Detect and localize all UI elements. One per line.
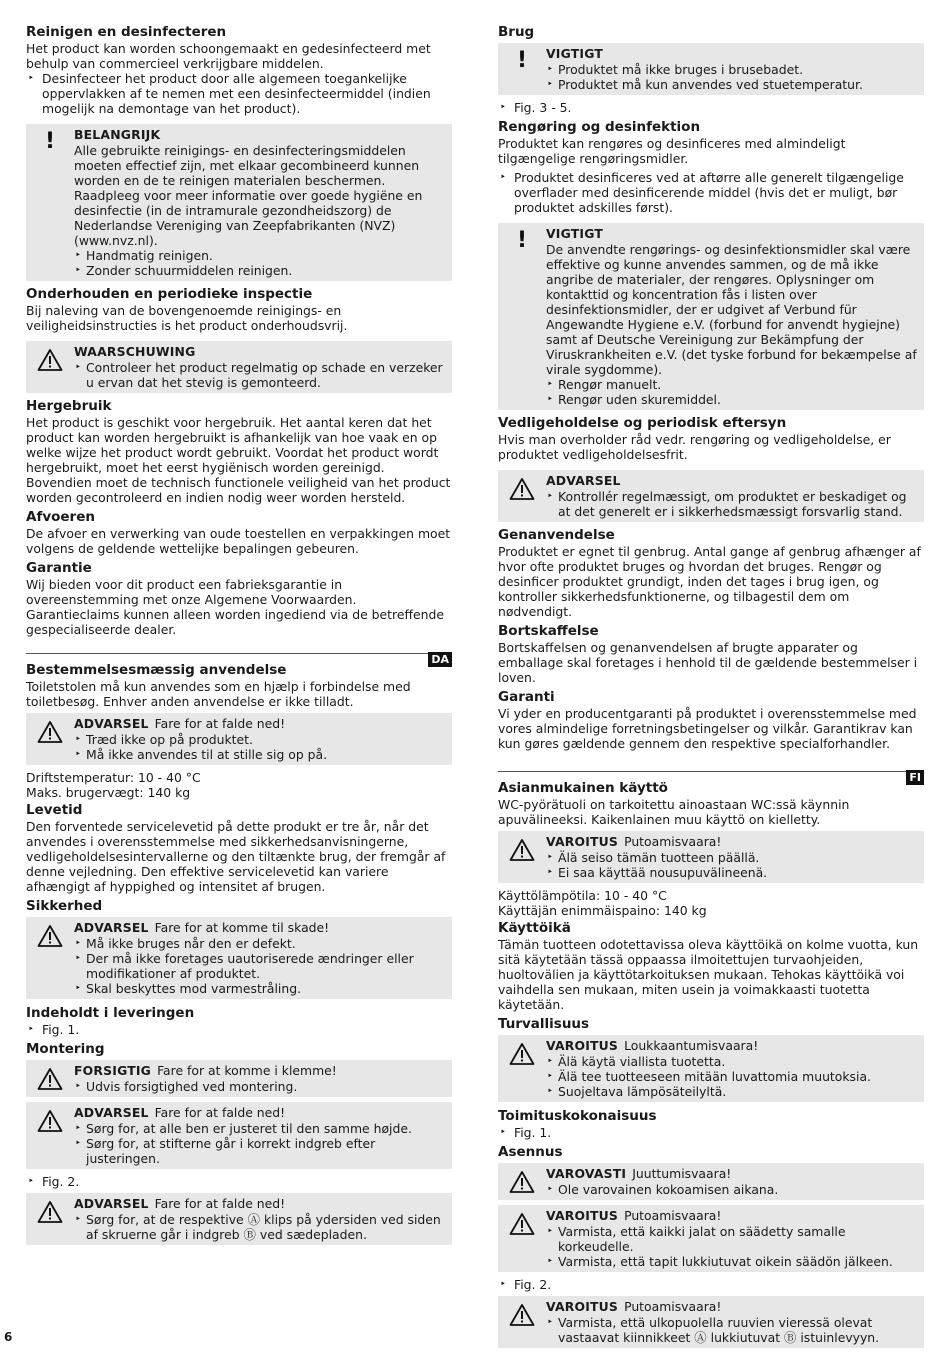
- important-box: [498, 223, 924, 410]
- bullet-item: ‣ Skal beskyttes mod varmestråling.: [74, 981, 446, 996]
- warning-box: [498, 831, 924, 883]
- spec-weight: Maks. brugervægt: 140 kg: [26, 785, 191, 800]
- box-label: ADVARSEL: [74, 920, 149, 935]
- bullet-item: ‣ Sørg for, at de respektive Ⓐ klips på ydersiden ved siden af skruerne går i indgreb Ⓑ ved sædepladen.: [74, 1212, 446, 1242]
- right-column: [498, 22, 924, 1353]
- warning-triangle-icon: [26, 1196, 74, 1242]
- bullet-item: ‣ Varmista, että kaikki jalat on säädetty samalle korkeudelle.: [546, 1224, 918, 1254]
- section-title: Garantie: [26, 560, 92, 576]
- bullet-item: ‣ Må ikke bruges når den er defekt.: [74, 936, 446, 951]
- section-title: Käyttöikä: [498, 920, 571, 936]
- caution-box: [498, 1163, 924, 1200]
- warning-triangle-icon: [498, 1299, 546, 1345]
- exclamation-icon: !: [516, 48, 528, 73]
- paragraph: Den forventede servicelevetid på dette produkt er tre år, når det anvendes i overensstemmelse med sikkerhedsanvisningerne, vedligeholdelsesintervallerne og den tiltænkte brug, der fremgår af denne vejledning. Den effektive servicelevetid kan variere afhængigt af hyppighed og intensitet af brugen.: [26, 819, 446, 894]
- section-title: Asianmukainen käyttö: [498, 780, 668, 796]
- warning-box: [26, 917, 452, 999]
- paragraph: Het product kan worden schoongemaakt en gedesinfecteerd met behulp van commercieel verkrijgbare middelen.: [26, 41, 431, 71]
- warning-triangle-icon: [26, 920, 74, 996]
- warning-box: [26, 1193, 452, 1245]
- bullet-item: ‣ Udvis forsigtighed ved montering.: [74, 1079, 446, 1094]
- bullet-item: ‣ Desinfecteer het product door alle algemeen toegankelijke oppervlakken af te nemen met een desinfecteermiddel (indien mogelijk na demontage van het product).: [26, 71, 452, 116]
- bullet-item: ‣ Sørg for, at alle ben er justeret til den samme højde.: [74, 1121, 446, 1136]
- paragraph: Toiletstolen må kun anvendes som en hjælp i forbindelse med toiletbesøg. Enhver anden anvendelse er ikke tilladt.: [26, 679, 411, 709]
- bullet-item: ‣ Fig. 2.: [26, 1174, 452, 1189]
- paragraph: Vi yder en producentgaranti på produktet i overensstemmelse med vores almindelige forretningsbetingelser og vilkår. Garantikrav kan kun gøres gældende gennem den respektive specialforhandler.: [498, 706, 917, 751]
- section-title: Reinigen en desinfecteren: [26, 24, 227, 40]
- bullet-item: ‣ Må ikke anvendes til at stille sig op på.: [74, 747, 446, 762]
- warning-box: [498, 470, 924, 522]
- section-title: Onderhouden en periodieke inspectie: [26, 286, 313, 302]
- paragraph: Bortskaffelsen og genanvendelsen af brugte apparater og emballage skal foretages i henhold til de gældende bestemmelser i loven.: [498, 640, 918, 685]
- paragraph: Bij naleving van de bovengenoemde reinigings- en veiligheidsinstructies is het product onderhoudsvrij.: [26, 303, 348, 333]
- box-label: FORSIGTIG: [74, 1063, 152, 1078]
- important-box: [26, 124, 452, 281]
- bullet-item: ‣ Kontrollér regelmæssigt, om produktet er beskadiget og at det generelt er i sikkerhedsmæssigt forsvarlig stand.: [546, 489, 918, 519]
- paragraph: De afvoer en verwerking van oude toestellen en verpakkingen moet volgens de geldende wettelijke bepalingen gebeuren.: [26, 526, 451, 556]
- bullet-item: ‣ Fig. 2.: [498, 1277, 924, 1292]
- warning-triangle-icon: [26, 716, 74, 762]
- box-label: ADVARSEL: [74, 716, 149, 731]
- bullet-item: ‣ Rengør manuelt.: [546, 377, 918, 392]
- warning-triangle-icon: [498, 1038, 546, 1099]
- spec-temperature: Driftstemperatur: 10 - 40 °C: [26, 770, 201, 785]
- warning-triangle-icon: [498, 1208, 546, 1269]
- bullet-item: ‣ Der må ikke foretages uautoriserede ændringer eller modifikationer af produktet.: [74, 951, 446, 981]
- warning-box: [498, 1205, 924, 1272]
- section-title: Turvallisuus: [498, 1016, 590, 1032]
- bullet-item: ‣ Fig. 1.: [498, 1125, 924, 1140]
- box-subtitle: Juuttumisvaara!: [632, 1166, 732, 1181]
- bullet-item: ‣ Fig. 1.: [26, 1022, 452, 1037]
- language-divider: [26, 653, 452, 666]
- bullet-item: ‣ Produktet desinficeres ved at aftørre alle generelt tilgængelige overflader med desinficerende middel (hvis det er muligt, bør produktet adskilles først).: [498, 170, 924, 215]
- box-subtitle: Putoamisvaara!: [624, 834, 722, 849]
- left-column: [26, 22, 452, 1250]
- caution-box: [26, 1060, 452, 1097]
- section-title: Asennus: [498, 1144, 563, 1160]
- bullet-item: ‣ Træd ikke op på produktet.: [74, 732, 446, 747]
- section-title: Montering: [26, 1041, 105, 1057]
- section-title: Bortskaffelse: [498, 623, 599, 639]
- warning-triangle-icon: [498, 1166, 546, 1197]
- section-title: Genanvendelse: [498, 527, 615, 543]
- box-label: ADVARSEL: [74, 1196, 149, 1211]
- box-text: Alle gebruikte reinigings- en desinfecteringsmiddelen moeten effectief zijn, met elkaar gecombineerd kunnen worden en de te reinigen materialen beschermen. Raadpleeg voor meer informatie over goede hygiëne en desinfectie (in de intramurale gezondheidszorg) de Nederlandse Vereniging van Zeepfabrikanten (NVZ) (www.nvz.nl).: [74, 143, 423, 248]
- section-title: Garanti: [498, 689, 555, 705]
- paragraph: Tämän tuotteen odotettavissa oleva käyttöikä on kolme vuotta, kun sitä käytetään tässä oppaassa ilmoitettujen turvaohjeiden, huoltovälien ja käyttötarkoituksen mukaan. Tehokas käyttöikä voi vaihdella sen mukaan, miten usein ja voimakkaasti tuotetta käytetään.: [498, 937, 919, 1012]
- page-number: 6: [4, 1330, 13, 1344]
- warning-triangle-icon: [26, 1105, 74, 1166]
- warning-box: [498, 1296, 924, 1348]
- warning-triangle-icon: [498, 473, 546, 519]
- paragraph: Produktet kan rengøres og desinficeres med almindeligt tilgængelige rengøringsmidler.: [498, 136, 846, 166]
- box-subtitle: Fare for at komme til skade!: [154, 920, 330, 935]
- warning-box: [498, 1035, 924, 1102]
- box-subtitle: Fare for at komme i klemme!: [157, 1063, 337, 1078]
- bullet-item: ‣ Älä käytä viallista tuotetta.: [546, 1054, 918, 1069]
- warning-triangle-icon: [26, 1063, 74, 1094]
- bullet-item: ‣ Varmista, että ulkopuolella ruuvien vieressä olevat vastaavat kiinnikkeet Ⓐ lukkiutuvat Ⓑ istuinlevyyn.: [546, 1315, 918, 1345]
- box-subtitle: Putoamisvaara!: [624, 1208, 722, 1223]
- box-label: VAROITUS: [546, 1299, 619, 1314]
- box-label: VIGTIGT: [546, 46, 604, 61]
- important-box: [498, 43, 924, 95]
- paragraph: Wij bieden voor dit product een fabrieksgarantie in overeenstemming met onze Algemene Voorwaarden. Garantieclaims kunnen alleen worden ingediend via de betreffende gespecialiseerde dealer.: [26, 577, 444, 637]
- paragraph: WC-pyörätuoli on tarkoitettu ainoastaan WC:ssä käynnin apuvälineeksi. Kaikenlainen muu käyttö on kielletty.: [498, 797, 850, 827]
- box-subtitle: Putoamisvaara!: [624, 1299, 722, 1314]
- language-tag: FI: [906, 770, 924, 785]
- section-title: Bestemmelsesmæssig anvendelse: [26, 662, 287, 678]
- section-title: Toimituskokonaisuus: [498, 1108, 657, 1124]
- box-subtitle: Fare for at falde ned!: [154, 1196, 286, 1211]
- bullet-item: ‣ Suojeltava lämpösäteilyltä.: [546, 1084, 918, 1099]
- section-title: Levetid: [26, 802, 83, 818]
- bullet-item: ‣ Produktet må ikke bruges i brusebadet.: [546, 62, 918, 77]
- box-label: ADVARSEL: [546, 473, 621, 488]
- bullet-item: ‣ Älä tee tuotteeseen mitään luvattomia muutoksia.: [546, 1069, 918, 1084]
- box-label: VAROITUS: [546, 1038, 619, 1053]
- box-label: VIGTIGT: [546, 226, 604, 241]
- bullet-item: ‣ Varmista, että tapit lukkiutuvat oikein säädön jälkeen.: [546, 1254, 918, 1269]
- warning-box: [26, 1102, 452, 1169]
- bullet-item: ‣ Ei saa käyttää nousupuvälineenä.: [546, 865, 918, 880]
- bullet-item: ‣ Sørg for, at stifterne går i korrekt indgreb efter justeringen.: [74, 1136, 446, 1166]
- section-title: Hergebruik: [26, 398, 112, 414]
- box-label: VAROITUS: [546, 834, 619, 849]
- warning-box: [26, 713, 452, 765]
- section-title: Indeholdt i leveringen: [26, 1005, 195, 1021]
- box-subtitle: Fare for at falde ned!: [154, 1105, 286, 1120]
- paragraph: Produktet er egnet til genbrug. Antal gange af genbrug afhænger af hvor ofte produktet bruges og hvordan det bruges. Rengør og desinficer produktet grundigt, inden det tages i brug igen, og kontroller sikkerhedsfunktionerne, og tilbagestil dem om nødvendigt.: [498, 544, 921, 619]
- language-divider: [498, 771, 924, 784]
- warning-triangle-icon: [498, 834, 546, 880]
- bullet-item: ‣ Produktet må kun anvendes ved stuetemperatur.: [546, 77, 918, 92]
- spec-weight: Käyttäjän enimmäispaino: 140 kg: [498, 903, 707, 918]
- box-label: VAROVASTI: [546, 1166, 627, 1181]
- box-subtitle: Loukkaantumisvaara!: [624, 1038, 759, 1053]
- bullet-item: ‣ Zonder schuurmiddelen reinigen.: [74, 263, 446, 278]
- spec-temperature: Käyttölämpötila: 10 - 40 °C: [498, 888, 667, 903]
- paragraph: Hvis man overholder råd vedr. rengøring og vedligeholdelse, er produktet vedligeholdelsesfrit.: [498, 432, 891, 462]
- box-text: De anvendte rengørings- og desinfektionsmidler skal være effektive og kunne anvendes sammen, og de må ikke angribe de materialer, der rengøres. Oplysninger om kontakttid og koncentration fås i listen over desinfektionsmidler, der er udgivet af Verbund für Angewandte Hygiene e.V. (forbund for anvendt hygiejne) samt af Deutsche Vereinigung zur Bekämpfung der Viruskrankheiten e.V. (det tyske forbund for bekæmpelse af virale sygdomme).: [546, 242, 917, 377]
- box-label: BELANGRIJK: [74, 127, 161, 142]
- box-label: VAROITUS: [546, 1208, 619, 1223]
- box-label: WAARSCHUWING: [74, 344, 196, 359]
- bullet-item: ‣ Handmatig reinigen.: [74, 248, 446, 263]
- exclamation-icon: !: [516, 228, 528, 253]
- bullet-item: ‣ Rengør uden skuremiddel.: [546, 392, 918, 407]
- language-tag: DA: [428, 652, 452, 667]
- bullet-item: ‣ Älä seiso tämän tuotteen päällä.: [546, 850, 918, 865]
- paragraph: Het product is geschikt voor hergebruik. Het aantal keren dat het product kan worden hergebruikt is afhankelijk van hoe vaak en op welke wijze het product wordt gebruikt. Voordat het product wordt hergebruikt, moet het eerst hygiënisch worden gereinigd. Bovendien moet de technisch functionele veiligheid van het product worden gecontroleerd en indien nodig weer worden hersteld.: [26, 415, 451, 505]
- exclamation-icon: !: [44, 129, 56, 154]
- bullet-item: ‣ Ole varovainen kokoamisen aikana.: [546, 1182, 918, 1197]
- section-title: Brug: [498, 24, 535, 40]
- section-title: Afvoeren: [26, 509, 95, 525]
- bullet-item: ‣ Fig. 3 - 5.: [498, 100, 924, 115]
- warning-triangle-icon: [26, 344, 74, 390]
- warning-box: [26, 341, 452, 393]
- box-label: ADVARSEL: [74, 1105, 149, 1120]
- section-title: Sikkerhed: [26, 898, 103, 914]
- section-title: Rengøring og desinfektion: [498, 119, 701, 135]
- bullet-item: ‣ Controleer het product regelmatig op schade en verzeker u ervan dat het stevig is gemonteerd.: [74, 360, 446, 390]
- section-title: Vedligeholdelse og periodisk eftersyn: [498, 415, 787, 431]
- box-subtitle: Fare for at falde ned!: [154, 716, 286, 731]
